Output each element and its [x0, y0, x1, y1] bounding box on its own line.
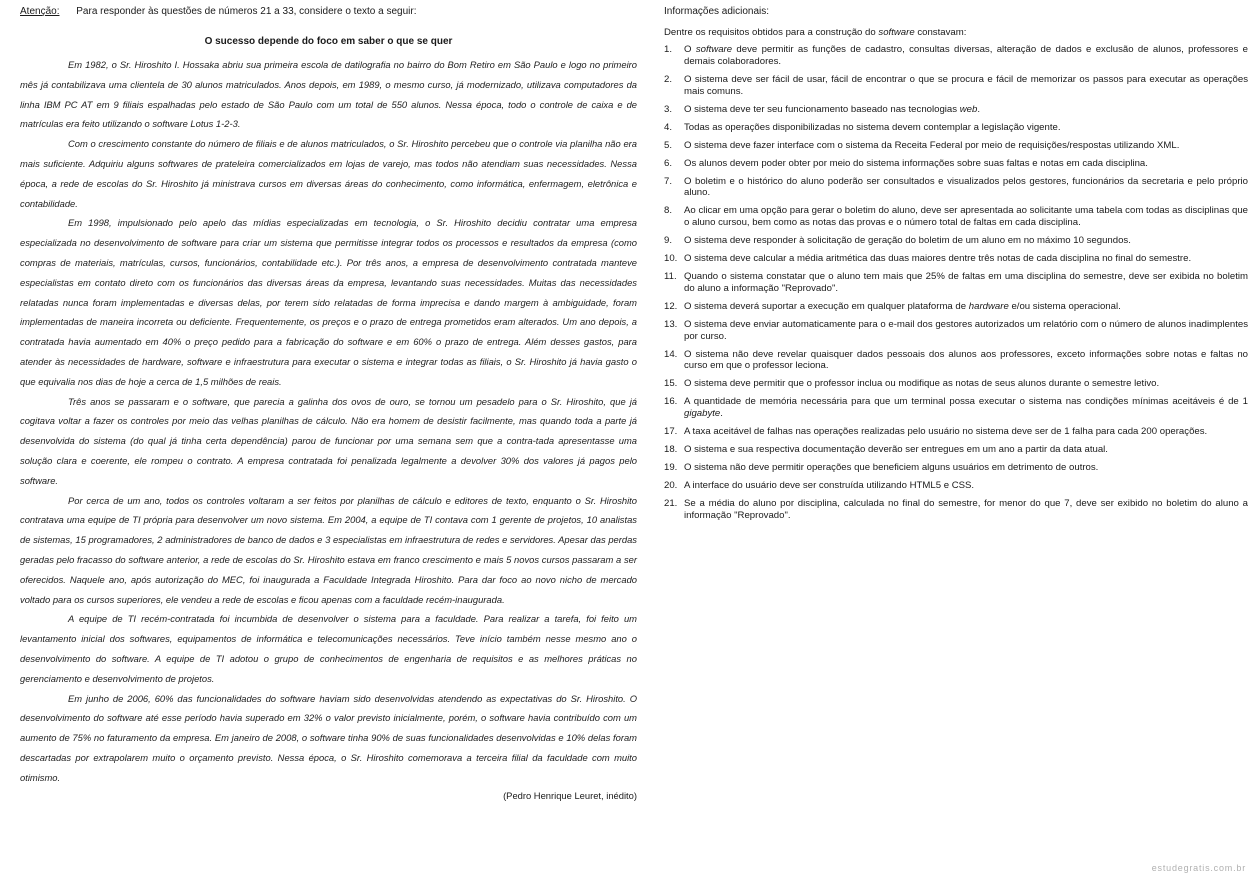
requirement-text: Todas as operações disponibilizadas no sistema devem contemplar a legislação vigente.: [684, 121, 1061, 133]
article-body: [20, 55, 637, 787]
requirement-item: [664, 176, 1248, 200]
requirement-number: 3.: [664, 103, 673, 115]
requirement-item: [664, 396, 1248, 420]
requirement-text: A interface do usuário deve ser construída utilizando HTML5 e CSS.: [684, 480, 975, 492]
requirement-item: [664, 378, 1248, 390]
requirement-number: 16.: [664, 396, 678, 408]
requirement-number: 21.: [664, 498, 678, 510]
requirement-item: [664, 426, 1248, 438]
requirement-text: O sistema não deve revelar quaisquer dados pessoais dos alunos aos professores, exceto informações sobre notas e faltas no curso em que o professor leciona.: [684, 348, 1248, 372]
watermark: estudegratis.com.br: [1151, 863, 1246, 873]
requirement-text: O sistema deve responder à solicitação de geração do boletim de um aluno em no máximo 10 segundos.: [684, 235, 1131, 247]
requirement-item: [664, 122, 1248, 134]
requirement-text: A quantidade de memória necessária para que um terminal possa executar o sistema nas condições mínimas aceitáveis é de 1 gigabyte.: [684, 396, 1248, 420]
requirement-number: 8.: [664, 205, 673, 217]
article-paragraph: Em 1982, o Sr. Hiroshito I. Hossaka abriu sua primeira escola de datilografia no bairro do Bom Retiro em São Paulo e logo no primeiro mês já contabilizava uma clientela de 30 alunos matriculados. Anos depois, em 1989, o mesmo curso, já modernizado, utilizava computadores da linha IBM PC AT em 9 filiais espalhadas pelo estado de São Paulo com um total de 550 alunos. Nessa época, todo o controle de caixa e de matrículas era feito utilizando o software Lotus 1-2-3.: [20, 59, 637, 130]
article-paragraph: Por cerca de um ano, todos os controles voltaram a ser feitos por planilhas de cálculo e editores de texto, enquanto o Sr. Hiroshito contratava uma equipe de TI própria para desenvolver um novo sistema. Em 2004, a equipe de TI contava com 1 gerente de projetos, 10 analistas de sistemas, 15 programadores, 2 administradores de banco de dados e 3 especialistas em infraestrutura de redes e servidores. Apesar das perdas geradas pelo fracasso do software anterior, a rede de escolas do Sr. Hiroshito estava em franco crescimento e mais 5 novos cursos passaram a ser oferecidos. Naquele ano, após autorização do MEC, foi inaugurada a Faculdade Integrada Hiroshito. Para dar foco ao novo nicho de mercado voltado para os cursos superiores, ele vendeu a rede de escolas e ficou apenas com a faculdade recém-inaugurada.: [20, 494, 637, 605]
requirement-item: [664, 74, 1248, 98]
requirement-text: Os alunos devem poder obter por meio do sistema informações sobre suas faltas e notas em cada disciplina.: [684, 157, 1148, 169]
requirement-number: 9.: [664, 235, 673, 247]
requirements-intro: Dentre os requisitos obtidos para a construção do software constavam:: [664, 27, 967, 38]
requirement-number: 7.: [664, 175, 673, 187]
requirement-text: O sistema deve enviar automaticamente para o e-mail dos gestores autorizados um relatório com o número de alunos inadimplentes por curso.: [684, 318, 1248, 342]
additional-info-title: Informações adicionais:: [664, 6, 770, 17]
requirement-text: O sistema deve ser fácil de usar, fácil de encontrar o que se procura e fácil de memorizar os passos para executar as operações mais comuns.: [684, 73, 1248, 97]
requirement-text: O sistema deve fazer interface com o sistema da Receita Federal por meio de requisições/respostas utilizando XML.: [684, 139, 1180, 151]
requirement-number: 6.: [664, 157, 673, 169]
requirement-number: 15.: [664, 378, 678, 390]
requirement-number: 18.: [664, 444, 678, 456]
requirement-item: [664, 205, 1248, 229]
attention-label: Atenção:: [20, 6, 60, 17]
requirement-item: [664, 444, 1248, 456]
article-paragraph: A equipe de TI recém-contratada foi incumbida de desenvolver o sistema para a faculdade. Para realizar a tarefa, foi feito um levantamento inicial dos softwares, equipamentos de informática e telecomunicações necessários. Teve início também nesse mesmo ano o desenvolvimento do software. A equipe de TI adotou o grupo de conhecimentos de engenharia de requisitos e as melhores práticas no gerenciamento e desenvolvimento de projetos.: [20, 613, 637, 684]
requirements-column: [664, 5, 1248, 528]
requirement-number: 14.: [664, 348, 678, 360]
requirement-number: 17.: [664, 426, 678, 438]
requirement-item: [664, 235, 1248, 247]
article-paragraph: Em 1998, impulsionado pelo apelo das mídias especializadas em tecnologia, o Sr. Hiroshito decidiu contratar uma empresa especializada no desenvolvimento de software para criar um sistema que permitisse integrar todos os processos e resultados da empresa (como compras de materiais, matrículas, cursos, funcionários, contabilidade etc.). Por três anos, a empresa de desenvolvimento contratada manteve especialistas em contato direto com os funcionários das diversas áreas da empresa, levantando suas necessidades. Muitas das necessidades relatadas nunca foram implementadas e diversas delas, por terem sido relatadas de forma imprecisa e dando margem à ambiguidade, foram implementadas de maneira incorreta ou deficiente. Frequentemente, os preços e o prazo de entrega prometidos eram alterados. Um ano depois, a contratada havia aumentado em 40% o preço pedido para a fabricação do software e em 60% o prazo de entrega. Além desses gastos, para atender às necessidades de hardware, software e infraestrutura para executar o sistema e integrar todas as filiais, o Sr. Hiroshito já havia gasto o que equivalia nos dias de hoje a cerca de 1,5 milhões de reais.: [20, 217, 637, 387]
requirement-item: [664, 349, 1248, 373]
requirement-item: [664, 44, 1248, 68]
requirement-text: O boletim e o histórico do aluno poderão ser consultados e visualizados pelos gestores, funcionários da secretaria e pelo próprio aluno.: [684, 175, 1248, 199]
requirement-text: O sistema não deve permitir operações que beneficiem alguns usuários em detrimento de outros.: [684, 462, 1099, 474]
article-paragraph: Com o crescimento constante do número de filiais e de alunos matriculados, o Sr. Hiroshito percebeu que o controle via planilha não era mais suficiente. Adquiriu alguns softwares de prateleira comercializados em lojas de varejo, mas todos não atendiam suas necessidades. Nessa época, a rede de escolas do Sr. Hiroshito já ministrava cursos em diversas áreas do conhecimento, como informática, enfermagem, eletrônica e contabilidade.: [20, 138, 637, 209]
article-paragraph: Em junho de 2006, 60% das funcionalidades do software haviam sido desenvolvidas atendendo as expectativas do Sr. Hiroshito. O desenvolvimento do software até esse período havia superado em 32% o valor previsto inicialmente, porém, o software havia contribuído com um aumento de 75% no faturamento da empresa. Em janeiro de 2008, o software tinha 90% de suas funcionalidades desenvolvidas e 10% delas foram descartadas por extrapolarem muito o orçamento previsto. Nessa época, o Sr. Hiroshito comemorava a terceira filial da faculdade com muito otimismo.: [20, 692, 637, 783]
requirements-list: [664, 44, 1248, 522]
article-signature: (Pedro Henrique Leuret, inédito): [503, 790, 637, 802]
requirement-text: O sistema deve calcular a média aritmética das duas maiores dentre três notas de cada disciplina no final do semestre.: [684, 253, 1192, 265]
requirement-text: Quando o sistema constatar que o aluno tem mais que 25% de faltas em uma disciplina do semestre, deve ser exibida no boletim do aluno a informação "Reprovado".: [684, 271, 1248, 294]
requirement-text: A taxa aceitável de falhas nas operações realizadas pelo usuário no sistema deve ser de 1 falha para cada 200 operações.: [684, 426, 1208, 438]
requirement-item: [664, 480, 1248, 492]
requirement-text: O sistema deverá suportar a execução em qualquer plataforma de hardware e/ou sistema operacional.: [684, 300, 1121, 312]
requirement-number: 19.: [664, 462, 678, 474]
requirement-number: 20.: [664, 480, 678, 492]
instruction-header: [20, 5, 637, 18]
article-title: O sucesso depende do foco em saber o que se quer: [204, 36, 453, 47]
requirement-number: 1.: [664, 44, 673, 55]
requirement-number: 11.: [664, 271, 677, 283]
requirement-number: 12.: [664, 300, 678, 312]
requirement-number: 2.: [664, 73, 673, 85]
requirement-item: [664, 140, 1248, 152]
requirement-item: [664, 498, 1248, 522]
requirement-number: 10.: [664, 253, 678, 265]
requirement-number: 4.: [664, 121, 673, 133]
requirement-text: Ao clicar em uma opção para gerar o boletim do aluno, deve ser apresentada ao solicitante uma tabela com todas as disciplinas que o aluno cursou, bem como as notas das provas e o número total de faltas em cada disciplina.: [684, 205, 1248, 229]
requirement-text: O sistema deve ter seu funcionamento baseado nas tecnologias web.: [684, 103, 981, 115]
requirement-item: [664, 462, 1248, 474]
requirement-number: 13.: [664, 318, 678, 330]
requirement-text: O sistema deve permitir que o professor inclua ou modifique as notas de seus alunos durante o semestre letivo.: [684, 378, 1160, 390]
text-column: [20, 5, 637, 802]
requirement-item: [664, 158, 1248, 170]
requirement-text: O software deve permitir as funções de cadastro, consultas diversas, alteração de dados e exclusão de alunos, professores e demais colaboradores.: [684, 44, 1248, 67]
requirement-text: Se a média do aluno por disciplina, calculada no final do semestre, for menor do que 7, deve ser exibido no boletim do aluno a informação "Reprovado".: [684, 498, 1248, 521]
requirement-item: [664, 319, 1248, 343]
requirement-item: [664, 104, 1248, 116]
instruction-text: Para responder às questões de números 21 a 33, considere o texto a seguir:: [76, 6, 417, 17]
article-paragraph: Três anos se passaram e o software, que parecia a galinha dos ovos de ouro, se tornou um pesadelo para o Sr. Hiroshito, que já cogitava voltar a fazer os controles por meio das velhas planilhas de cálculo. Não era homem de desistir facilmente, mas quando toda a parte já desenvolvida do sistema (do qual já tinha certa dependência) parou de funcionar por uma semana sem que a contra-tada apresentasse uma solução clara e coerente, ele rompeu o contrato. A empresa contratada foi penalizada legalmente a devolver 30% dos valores já pagos pelo software.: [20, 395, 637, 486]
requirement-number: 5.: [664, 139, 673, 151]
requirement-item: [664, 271, 1248, 295]
requirement-item: [664, 301, 1248, 313]
requirement-text: O sistema e sua respectiva documentação deverão ser entregues em um ano a partir da data atual.: [684, 444, 1108, 456]
requirement-item: [664, 253, 1248, 265]
